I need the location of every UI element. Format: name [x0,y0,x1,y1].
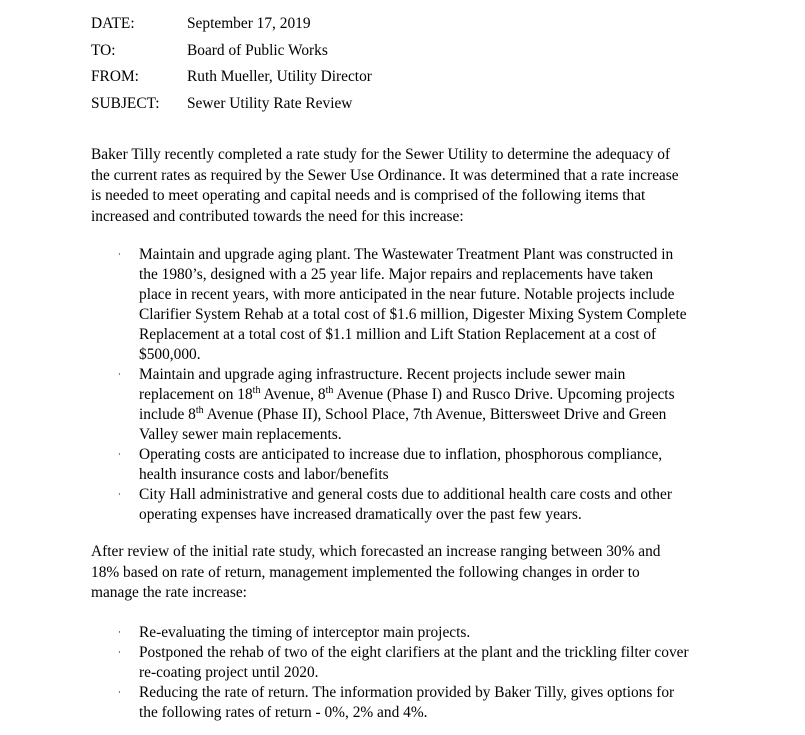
item-line: Replacement at a total cost of $1.1 million and Lift Station Replacement at a cost of [139,326,657,343]
item-line: the following rates of return - 0%, 2% and 4%. [139,704,428,721]
bullet-icon: · [118,490,121,500]
review-paragraph [91,542,731,604]
changes-list [91,623,731,723]
list-item [91,445,731,485]
item-text: replacement on 18 [139,386,253,403]
bullet-icon: · [118,688,121,698]
bullet-icon: · [118,450,121,460]
item-line [139,405,731,425]
bullet-icon: · [118,648,121,658]
subject-value: Sewer Utility Rate Review [187,94,353,112]
subject-row [91,91,731,118]
date-value: September 17, 2019 [187,15,311,32]
date-label: DATE: [91,15,135,32]
from-label: FROM: [91,68,139,85]
item-text: Avenue, 8 [260,386,326,403]
list-item [91,623,731,643]
list-item [91,683,731,723]
paragraph-line: 18% based on rate of return, management implemented the following changes in order to [91,563,640,581]
item-line: the 1980’s, designed with a 25 year life. Major repairs and replacements have taken [139,266,654,283]
item-line: operating expenses have increased dramatically over the past few years. [139,506,582,523]
item-line: health insurance costs and labor/benefits [139,466,389,483]
item-line: Maintain and upgrade aging plant. The Wastewater Treatment Plant was constructed in [139,246,674,263]
list-item [91,643,731,683]
subject-label: SUBJECT: [91,94,160,112]
ordinal-suffix: th [195,405,204,416]
list-item [91,245,731,365]
ordinal-suffix: th [325,385,334,396]
item-text: Avenue (Phase II), School Place, 7th Avenue, Bittersweet Drive and Green [203,406,667,423]
item-line: place in recent years, with more anticipated in the near future. Notable projects include [139,286,675,303]
item-line: Clarifier System Rehab at a total cost of $1.6 million, Digester Mixing System Complete [139,306,687,323]
from-value: Ruth Mueller, Utility Director [187,68,372,85]
memo-header [91,11,731,117]
item-line: Operating costs are anticipated to increase due to inflation, phosphorous compliance, [139,446,663,463]
bullet-icon: · [118,628,121,638]
paragraph-line: After review of the initial rate study, which forecasted an increase ranging between 30% and [91,543,661,560]
list-item [91,485,731,525]
paragraph-line: is needed to meet operating and capital needs and is comprised of the following items that [91,187,646,204]
from-row [91,64,731,91]
item-line: City Hall administrative and general costs due to additional health care costs and other [139,486,672,503]
ordinal-suffix: th [252,385,261,396]
item-line: Valley sewer main replacements. [139,426,342,443]
item-line: Reducing the rate of return. The information provided by Baker Tilly, gives options for [139,684,675,701]
paragraph-line: the current rates as required by the Sewer Use Ordinance. It was determined that a rate increase [91,166,679,184]
bullet-icon: · [118,250,121,260]
date-row [91,11,731,38]
item-text: include 8 [139,406,196,423]
item-text: Avenue (Phase I) and Rusco Drive. Upcoming projects [333,386,675,403]
item-line: Maintain and upgrade aging infrastructure. Recent projects include sewer main [139,366,626,383]
cost-drivers-list [91,245,731,525]
item-line: Postponed the rehab of two of the eight clarifiers at the plant and the trickling filter cover [139,644,689,661]
item-line: re-coating project until 2020. [139,664,319,681]
intro-paragraph [91,145,731,227]
to-label: TO: [91,41,116,59]
paragraph-line: Baker Tilly recently completed a rate study for the Sewer Utility to determine the adequacy of [91,146,671,163]
to-value: Board of Public Works [187,41,328,59]
list-item [91,365,731,445]
item-line [139,385,731,405]
paragraph-line: manage the rate increase: [91,584,247,601]
item-line: $500,000. [139,346,201,363]
to-row [91,38,731,65]
bullet-icon: · [118,370,121,380]
item-line: Re-evaluating the timing of interceptor main projects. [139,624,471,641]
paragraph-line: increased and contributed towards the need for this increase: [91,207,464,225]
